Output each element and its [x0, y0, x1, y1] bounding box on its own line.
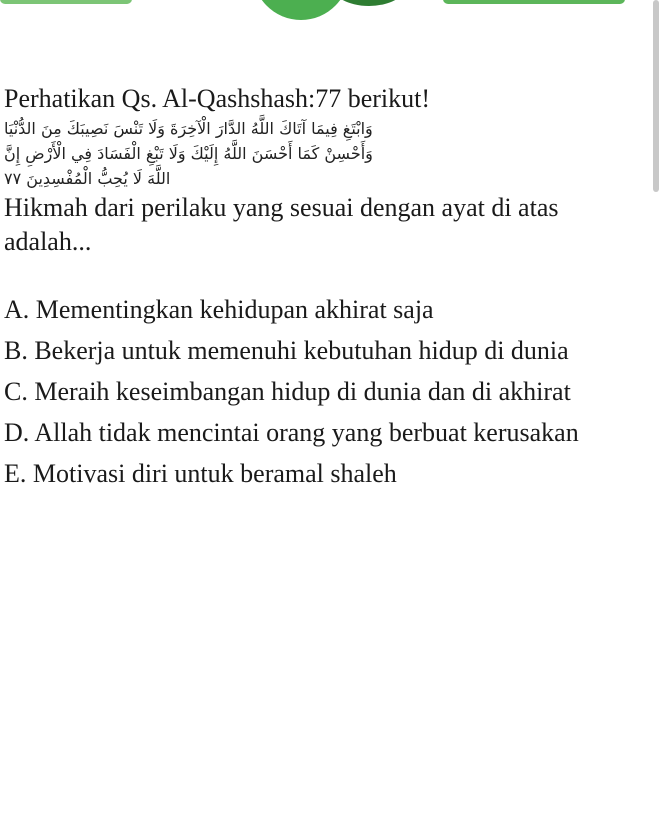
arabic-verse-line: وَابْتَغِ فِيمَا آتَاكَ اللَّهُ الدَّارَ الْآخِرَةَ وَلَا تَنْسَ نَصِيبَكَ مِنَ الدُّنْيَا: [4, 119, 373, 138]
option-b[interactable]: B. Bekerja untuk memenuhi kebutuhan hidup di dunia: [4, 336, 569, 365]
option-a[interactable]: A. Mementingkan kehidupan akhirat saja: [4, 295, 434, 324]
arabic-verse-line: وَأَحْسِنْ كَمَا أَحْسَنَ اللَّهُ إِلَيْكَ وَلَا تَبْغِ الْفَسَادَ فِي الْأَرْضِ إِنَّ: [4, 144, 373, 163]
arabic-verse-line: اللَّهَ لَا يُحِبُّ الْمُفْسِدِينَ ٧٧: [4, 169, 171, 188]
scrollbar[interactable]: [651, 0, 661, 200]
answer-options: [4, 289, 624, 494]
top-navigation-bar: [0, 0, 661, 20]
question-intro: Perhatikan Qs. Al-Qashshash:77 berikut!: [4, 84, 431, 113]
progress-segment-left: [0, 0, 132, 4]
current-question-indicator[interactable]: [252, 0, 350, 20]
arabic-verse: [4, 116, 644, 191]
option-e[interactable]: E. Motivasi diri untuk beramal shaleh: [4, 459, 397, 488]
question-prompt: Hikmah dari perilaku yang sesuai dengan ayat di atas adalah...: [4, 193, 559, 256]
nav-indicator-shadow: [330, 0, 408, 6]
option-c[interactable]: C. Meraih keseimbangan hidup di dunia dan di akhirat: [4, 377, 571, 406]
progress-segment-right: [443, 0, 625, 4]
question-content: [4, 82, 644, 494]
scrollbar-thumb[interactable]: [653, 0, 659, 192]
option-d[interactable]: D. Allah tidak mencintai orang yang berbuat kerusakan: [4, 418, 579, 447]
